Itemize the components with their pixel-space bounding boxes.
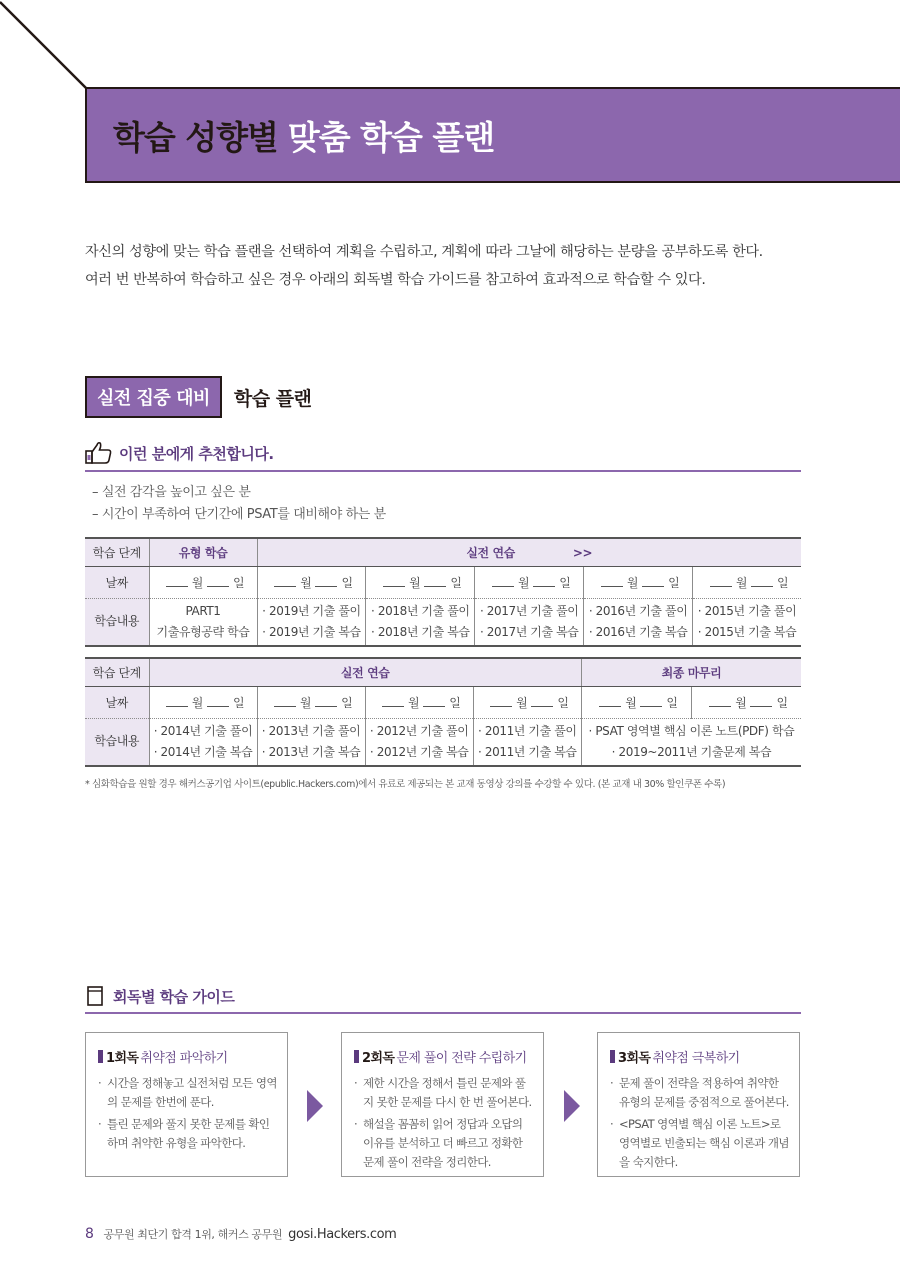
date-day: 일: [341, 695, 353, 710]
notebook-icon: [85, 985, 105, 1007]
list-item: · <PSAT 영역별 핵심 이론 노트>로 영역별로 빈출되는 핵심 이론과 개념을 숙지한다.: [610, 1115, 789, 1172]
date-cell: [149, 686, 257, 718]
plan-tag: 실전 집중 대비: [85, 376, 222, 418]
list-item: · 문제 풀이 전략을 적용하여 취약한 유형의 문제를 중점적으로 풀어본다.: [610, 1074, 789, 1112]
content-line: · 2017년 기출 복습: [479, 624, 579, 639]
date-cell: [365, 686, 473, 718]
date-month: 월: [516, 695, 528, 710]
content-line: · 2014년 기출 복습: [153, 744, 253, 759]
content-line: · 2019~2011년 기출문제 복습: [611, 744, 772, 759]
date-day: 일: [233, 575, 245, 590]
content-cell: [257, 718, 365, 766]
date-day: 일: [450, 575, 462, 590]
plan-header: [85, 376, 311, 418]
content-line: · 2011년 기출 복습: [478, 744, 577, 759]
date-day: 일: [557, 695, 569, 710]
content-cell: [149, 598, 257, 646]
stage-arrow: >>: [572, 545, 593, 560]
content-line: · 2015년 기출 풀이: [697, 603, 797, 618]
content-line: · 2019년 기출 복습: [262, 624, 361, 639]
guide-card-title: [610, 1047, 789, 1066]
date-cell: [581, 686, 691, 718]
page-title: [113, 112, 494, 159]
row-header-stage: 학습 단계: [85, 538, 149, 566]
recommend-item: – 실전 감각을 높이고 싶은 분: [92, 485, 251, 500]
date-month: 월: [735, 575, 748, 590]
date-day: 일: [776, 695, 788, 710]
date-cell: [693, 566, 801, 598]
table-row: [85, 718, 801, 766]
table-row: [85, 658, 801, 686]
date-month: 월: [735, 695, 747, 710]
recommend-header: [85, 436, 801, 472]
content-line: PART1: [185, 603, 221, 618]
date-cell: [475, 566, 584, 598]
date-day: 일: [559, 575, 571, 590]
date-month: 월: [299, 695, 312, 710]
content-line: · 2012년 기출 풀이: [369, 723, 469, 738]
content-cell: [366, 598, 475, 646]
content-line: 기출유형공략 학습: [156, 624, 250, 639]
content-line: · 2018년 기출 복습: [371, 624, 470, 639]
recommend-header-label: 이런 분에게 추천합니다.: [119, 444, 274, 463]
date-day: 일: [666, 695, 678, 710]
content-line: · 2018년 기출 풀이: [371, 603, 470, 618]
guide-card-title-text: 취약점 파악하기: [140, 1051, 228, 1066]
schedule-table-2: [85, 657, 801, 767]
stage-cell: [257, 538, 801, 566]
content-line: · PSAT 영역별 핵심 이론 노트(PDF) 학습: [588, 723, 795, 738]
page-title-highlight: 맞춤 학습 플랜: [287, 117, 495, 157]
page-title-banner: [85, 87, 900, 183]
footer-text: 공무원 최단기 합격 1위, 해커스 공무원: [103, 1228, 283, 1241]
date-day: 일: [449, 695, 461, 710]
content-line: · 2011년 기출 풀이: [478, 723, 577, 738]
date-day: 일: [777, 575, 789, 590]
content-cell: [475, 598, 584, 646]
date-cell: [691, 686, 801, 718]
table-row: [85, 538, 801, 566]
table-row: [85, 598, 801, 646]
intro-line: 여러 번 반복하여 학습하고 싶은 경우 아래의 회독별 학습 가이드를 참고하여 효과적으로 학습할 수 있다.: [85, 272, 706, 288]
content-line: · 2013년 기출 복습: [261, 744, 361, 759]
date-cell: [366, 566, 475, 598]
footer-url: gosi.Hackers.com: [288, 1227, 397, 1242]
content-cell: [365, 718, 473, 766]
date-day: 일: [668, 575, 680, 590]
content-line: · 2014년 기출 풀이: [153, 723, 253, 738]
table-row: [85, 686, 801, 718]
guide-card: [85, 1032, 288, 1177]
row-header-content: 학습내용: [85, 598, 149, 646]
recommend-item: – 시간이 부족하여 단기간에 PSAT를 대비해야 하는 분: [92, 507, 386, 522]
list-item: · 틀린 문제와 풀지 못한 문제를 확인하며 취약한 유형을 파악한다.: [98, 1115, 277, 1153]
row-header-date: 날짜: [85, 566, 149, 598]
guide-card-title: [98, 1047, 277, 1066]
guide-header: [85, 980, 801, 1014]
content-line: · 2017년 기출 풀이: [479, 603, 579, 618]
date-cell: [149, 566, 257, 598]
row-header-date: 날짜: [85, 686, 149, 718]
list-item: · 시간을 정해놓고 실전처럼 모든 영역의 문제를 한번에 푼다.: [98, 1074, 277, 1112]
date-month: 월: [409, 575, 421, 590]
guide-card-list: [98, 1074, 277, 1153]
date-day: 일: [341, 575, 353, 590]
row-header-content: 학습내용: [85, 718, 149, 766]
recommend-list: [92, 482, 386, 526]
page-footer: [85, 1226, 396, 1242]
date-month: 월: [300, 575, 312, 590]
guide-card: [597, 1032, 800, 1177]
date-day: 일: [233, 695, 245, 710]
row-header-stage: 학습 단계: [85, 658, 149, 686]
content-cell: [693, 598, 801, 646]
content-line: · 2015년 기출 복습: [697, 624, 797, 639]
guide-card-round: 1회독: [106, 1051, 139, 1066]
date-month: 월: [191, 575, 203, 590]
footnote: * 심화학습을 원할 경우 해커스공기업 사이트(epublic.Hackers.com)에서 유료로 제공되는 본 교재 동영상 강의를 수강할 수 있다. (본 교재 내 30% 할인쿠폰 수록): [85, 779, 726, 790]
guide-card-title-text: 문제 풀이 전략 수립하기: [396, 1051, 527, 1066]
date-month: 월: [407, 695, 420, 710]
guide-card-title-text: 취약점 극복하기: [652, 1051, 740, 1066]
date-month: 월: [625, 695, 637, 710]
content-line: · 2016년 기출 풀이: [588, 603, 688, 618]
content-cell: [581, 718, 801, 766]
stage-label: 실전 연습: [466, 545, 515, 560]
date-cell: [584, 566, 693, 598]
page-number: 8: [85, 1226, 94, 1242]
page-title-normal: 학습 성향별: [113, 117, 278, 157]
content-line: · 2013년 기출 풀이: [261, 723, 361, 738]
next-arrow-icon: [564, 1090, 580, 1122]
next-arrow-icon: [307, 1090, 323, 1122]
date-month: 월: [191, 695, 203, 710]
list-item: · 해설을 꼼꼼히 읽어 정답과 오답의 이유를 분석하고 더 빠르고 정확한 문제 풀이 전략을 정리한다.: [354, 1115, 533, 1172]
date-cell: [473, 686, 581, 718]
date-cell: [257, 566, 366, 598]
date-month: 월: [518, 575, 530, 590]
date-month: 월: [626, 575, 639, 590]
corner-decoration-line: [0, 0, 110, 100]
guide-header-label: 회독별 학습 가이드: [113, 987, 235, 1006]
content-cell: [149, 718, 257, 766]
intro-text: [85, 238, 805, 294]
stage-cell: 유형 학습: [149, 538, 257, 566]
stage-cell: 최종 마무리: [581, 658, 801, 686]
content-cell: [473, 718, 581, 766]
guide-card: [341, 1032, 544, 1177]
content-line: · 2012년 기출 복습: [369, 744, 469, 759]
schedule-table-1: [85, 537, 801, 647]
guide-card-round: 2회독: [362, 1051, 395, 1066]
list-item: · 제한 시간을 정해서 틀린 문제와 풀지 못한 문제를 다시 한 번 풀어본다.: [354, 1074, 533, 1112]
stage-cell: 실전 연습: [149, 658, 581, 686]
content-cell: [257, 598, 366, 646]
guide-card-round: 3회독: [618, 1051, 651, 1066]
plan-title: 학습 플랜: [233, 387, 312, 410]
guide-card-title: [354, 1047, 533, 1066]
table-row: [85, 566, 801, 598]
thumbs-up-icon: [85, 441, 113, 465]
guide-card-list: [354, 1074, 533, 1172]
date-cell: [257, 686, 365, 718]
content-line: · 2019년 기출 풀이: [262, 603, 361, 618]
guide-card-list: [610, 1074, 789, 1172]
intro-line: 자신의 성향에 맞는 학습 플랜을 선택하여 계획을 수립하고, 계획에 따라 그날에 해당하는 분량을 공부하도록 한다.: [85, 244, 763, 260]
content-cell: [584, 598, 693, 646]
content-line: · 2016년 기출 복습: [588, 624, 688, 639]
